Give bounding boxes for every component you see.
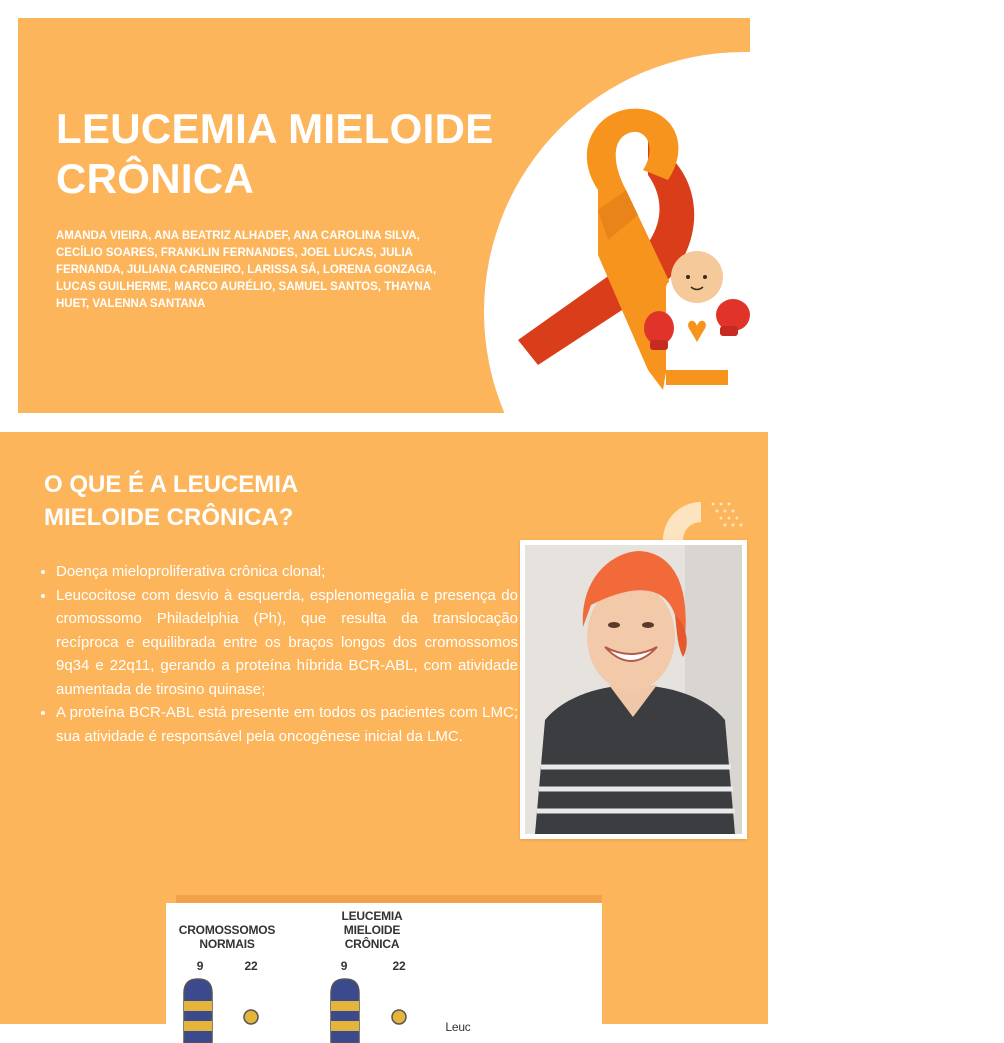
patient-photo-frame [520, 540, 747, 839]
chromosome-9-label: 9 [196, 959, 204, 973]
cancer-ribbon-illustration [498, 90, 738, 390]
chromosome-22-label: 22 [244, 959, 258, 973]
bullet-item: • Doença mieloproliferativa crônica clonal; [56, 560, 518, 584]
slide-title: LEUCEMIA MIELOIDE CRÔNICA [56, 105, 494, 202]
bullet-item: • Leucocitose com desvio à esquerda, esplenomegalia e presença do cromossomo Philadelphia (Ph), que resulta da translocação recíproca e equilibrada entre os braços longos dos cromossomos 9q34 e 22q11, gerando a proteína híbrida BCR-ABL, com atividade aumentada de tirosino quinase; [56, 584, 518, 702]
diagram-shadow [176, 895, 602, 903]
patient-photo [525, 545, 742, 834]
title-slide [18, 18, 750, 413]
lmc-chromosome-9-label: 9 [340, 959, 348, 973]
lmc-label: LEUCEMIA MIELOIDE CRÔNICA [341, 909, 403, 951]
normal-chromosomes-label: CROMOSSOMOS NORMAIS [178, 923, 276, 951]
chromosome-9-normal [184, 979, 212, 1043]
chromosome-22-lmc [392, 1010, 406, 1024]
chromosome-9-lmc [331, 979, 359, 1043]
bullet-item: • A proteína BCR-ABL está presente em todos os pacientes com LMC; sua atividade é responsável pela oncogênese inicial da LMC. [56, 701, 518, 748]
authors-list: AMANDA VIEIRA, ANA BEATRIZ ALHADEF, ANA CAROLINA SILVA, CECÍLIO SOARES, FRANKLIN FERNANDES, JOEL LUCAS, JULIA FERNANDA, JULIANA CARNEIRO, LARISSA SÁ, LORENA GONZAGA, LUCAS GUILHERME, MARCO AURÉLIO, SAMUEL SANTOS, THAYNA HUET, VALENNA SANTANA [56, 230, 437, 310]
truncated-label: Leuc [445, 1020, 471, 1034]
chromosome-diagram [166, 903, 602, 1043]
section-title: O QUE É A LEUCEMIA MIELOIDE CRÔNICA? [44, 471, 298, 531]
bullet-list [38, 560, 518, 748]
content-slide [0, 432, 768, 1034]
chromosome-drawings [166, 903, 602, 1043]
lmc-chromosome-22-label: 22 [392, 959, 406, 973]
chromosome-22-normal [244, 1010, 258, 1024]
